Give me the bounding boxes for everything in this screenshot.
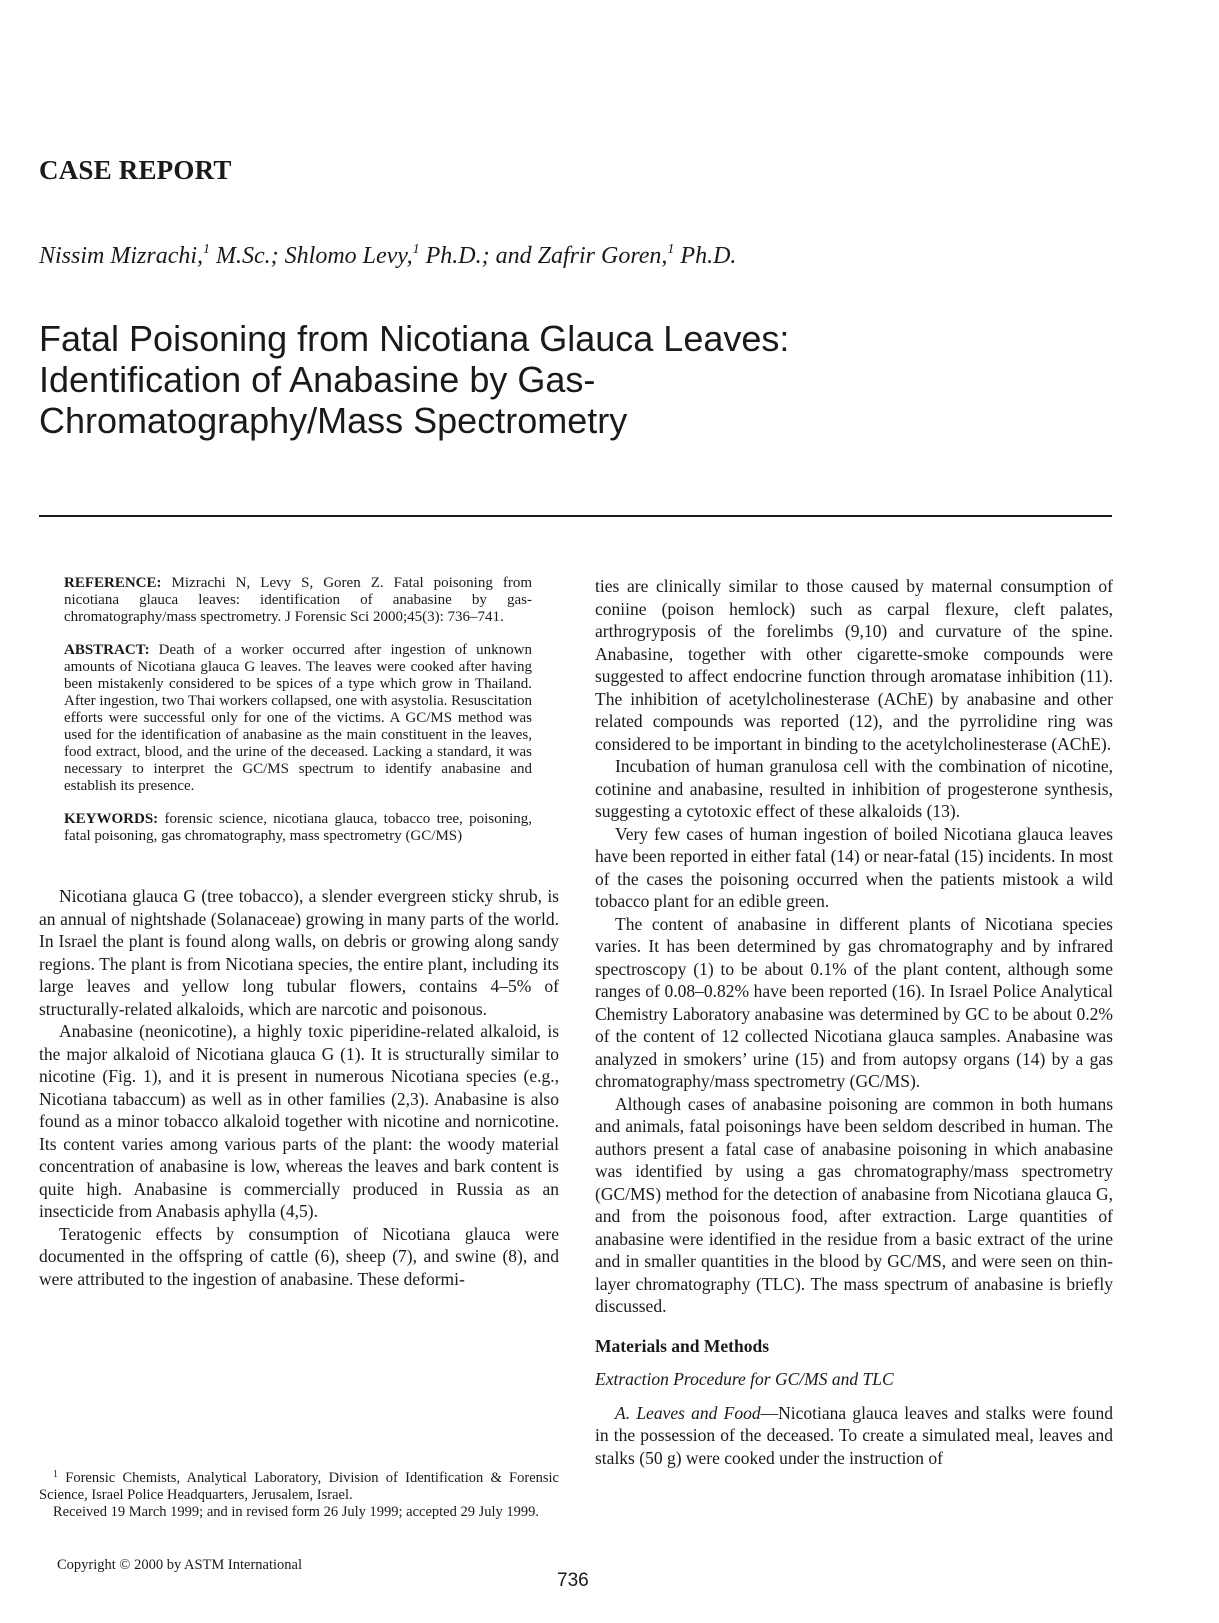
author-name: and Zafrir Goren, [489, 243, 668, 269]
section-label: CASE REPORT [39, 155, 232, 185]
title-line: Fatal Poisoning from Nicotiana Glauca Leaves: [39, 318, 790, 359]
author-degree: Ph.D. [674, 243, 737, 269]
abstract-paragraph [64, 642, 532, 795]
body-paragraph: Anabasine (neonicotine), a highly toxic piperidine-related alkaloid, is the major alkaloid of Nicotiana glauca G (1). It is structurally similar to nicotine (Fig. 1), and it is present in numerous Nicotiana species (e.g., Nicotiana tabaccum) as well as in other families (2,3). Anabasine is also found as a minor tobacco alkaloid together with nicotine and nornicotine. Its content varies among various parts of the plant: the woody material concentration of anabasine is low, whereas the leaves and bark content is quite high. Anabasine is commercially produced in Russia as an insecticide from Anabasis aphylla (4,5). [39, 1021, 559, 1221]
received-footnote: Received 19 March 1999; and in revised form 26 July 1999; accepted 29 July 1999. [53, 1504, 540, 1520]
page-number: 736 [557, 1570, 589, 1591]
paragraph-text: —Nicotiana glauca leaves and stalks were found in the possession of the deceased. To create a simulated meal, leaves and stalks (50 g) were cooked under the instruction of [595, 1402, 1113, 1468]
body-paragraph: Incubation of human granulosa cell with the combination of nicotine, cotinine and anabasine, resulted in inhibition of progesterone synthesis, suggesting a cytotoxic effect of these alkaloids (13). [595, 756, 1113, 821]
left-body [39, 885, 559, 1290]
body-paragraph: Teratogenic effects by consumption of Nicotiana glauca were documented in the offspring of cattle (6), sheep (7), and swine (8), and were attributed to the ingestion of anabasine. These deformi- [39, 1223, 559, 1289]
abstract-label: ABSTRACT: [64, 642, 150, 658]
author-name: Nissim Mizrachi, [39, 243, 204, 269]
title-line: Identification of Anabasine by Gas- [39, 359, 596, 400]
body-paragraph: Very few cases of human ingestion of boiled Nicotiana glauca leaves have been reported in either fatal (14) or near-fatal (15) incidents. In most of the cases the poisoning occurred when the patients mistook a wild tobacco plant for an edible green. [595, 823, 1113, 911]
body-paragraph [595, 1402, 1113, 1470]
right-column [595, 575, 1113, 1469]
body-paragraph: The content of anabasine in different plants of Nicotiana species varies. It has been determined by gas chromatography and by infrared spectroscopy (1) to be about 0.1% of the plant content, although some ranges of 0.08–0.82% have been reported (16). In Israel Police Analytical Chemistry Laboratory anabasine was determined by GC to be about 0.2% of the content of 12 collected Nicotiana glauca samples. Anabasine was analyzed in smokers’ urine (15) and from autopsy organs (14) by a gas chromatography/mass spectrometry (GC/MS). [595, 913, 1113, 1091]
affiliation-marker: 1 [667, 242, 675, 257]
affiliation-text: Forensic Chemists, Analytical Laboratory, Division of Identification & Forensic Science, Israel Police Headquarters, Jerusalem, Israel. [39, 1470, 559, 1503]
reference-text: Mizrachi N, Levy S, Goren Z. Fatal poisoning from nicotiana glauca leaves: identification of anabasine by gas-chromatography/mass spectrometry. J Forensic Sci 2000;45(3): 736–741. [64, 575, 532, 625]
subsection-heading: Extraction Procedure for GC/MS and TLC [595, 1368, 894, 1389]
methods-body [595, 1402, 1113, 1470]
keywords-text: forensic science, nicotiana glauca, tobacco tree, poisoning, fatal poisoning, gas chromatography, mass spectrometry (GC/MS) [64, 811, 532, 844]
body-paragraph: Although cases of anabasine poisoning are common in both humans and animals, fatal poisonings have been seldom described in human. The authors present a fatal case of anabasine poisoning in which anabasine was identified by using a gas chromatography/mass spectrometry (GC/MS) method for the detection of anabasine from Nicotiana glauca G, and from the poisonous food, after extraction. Large quantities of anabasine were identified in the residue from a basic extract of the urine and in smaller quantities in the blood by GC/MS, and were seen on thin-layer chromatography (TLC). The mass spectrum of anabasine is briefly discussed. [595, 1093, 1113, 1316]
reference-paragraph [64, 575, 532, 626]
footnotes [39, 1466, 559, 1521]
title-divider [39, 515, 1112, 517]
body-paragraph: ties are clinically similar to those caused by maternal consumption of coniine (poison hemlock) such as carpal flexure, cleft palates, arthrogryposis of the forelimbs (9,10) and curvature of the spine. Anabasine, together with other cigarette-smoke compounds were suggested to affect endocrine function through aromatase inhibition (11). The inhibition of acetylcholinesterase (AChE) by anabasine and other related compounds was reported (12), and the pyrrolidine ring was considered to be important in binding to the acetylcholinesterase (AChE). [595, 576, 1113, 754]
affiliation-marker: 1 [412, 242, 420, 257]
copyright-notice: Copyright © 2000 by ASTM International [57, 1557, 303, 1573]
affiliation-footnote [39, 1466, 559, 1504]
left-column [39, 575, 559, 1290]
author-line [39, 242, 736, 270]
article-title [39, 318, 939, 441]
reference-label: REFERENCE: [64, 575, 162, 591]
author-degree: Ph.D.; [419, 243, 490, 269]
footnote-marker: 1 [53, 1469, 58, 1480]
author-degree: M.Sc.; [210, 243, 279, 269]
right-body [595, 575, 1113, 1318]
abstract-text: Death of a worker occurred after ingestion of unknown amounts of Nicotiana glauca G leaves. The leaves were cooked after having been mistakenly considered to be spices of a type which grow in Thailand. After ingestion, two Thai workers collapsed, one with asystolia. Resuscitation efforts were successful only for one of the victims. A GC/MS method was used for the identification of anabasine as the main constituent in the leaves, food extract, blood, and the urine of the deceased. Lacking a standard, it was necessary to interpret the GC/MS spectrum to identify anabasine and establish its presence. [64, 642, 532, 794]
affiliation-marker: 1 [203, 242, 211, 257]
title-line: Chromatography/Mass Spectrometry [39, 400, 628, 441]
body-paragraph: Nicotiana glauca G (tree tobacco), a slender evergreen sticky shrub, is an annual of nightshade (Solanaceae) growing in many parts of the world. In Israel the plant is found along walls, on debris or growing along sandy regions. The plant is from Nicotiana species, the entire plant, including its large leaves and yellow long tubular flowers, contains 4–5% of structurally-related alkaloids, which are narcotic and poisonous. [39, 886, 559, 1019]
paragraph-label: A. Leaves and Food [615, 1402, 761, 1423]
author-name: Shlomo Levy, [278, 243, 413, 269]
keywords-label: KEYWORDS: [64, 811, 159, 827]
keywords-paragraph [64, 811, 532, 845]
section-heading: Materials and Methods [595, 1335, 770, 1356]
abstract-block [64, 575, 532, 845]
